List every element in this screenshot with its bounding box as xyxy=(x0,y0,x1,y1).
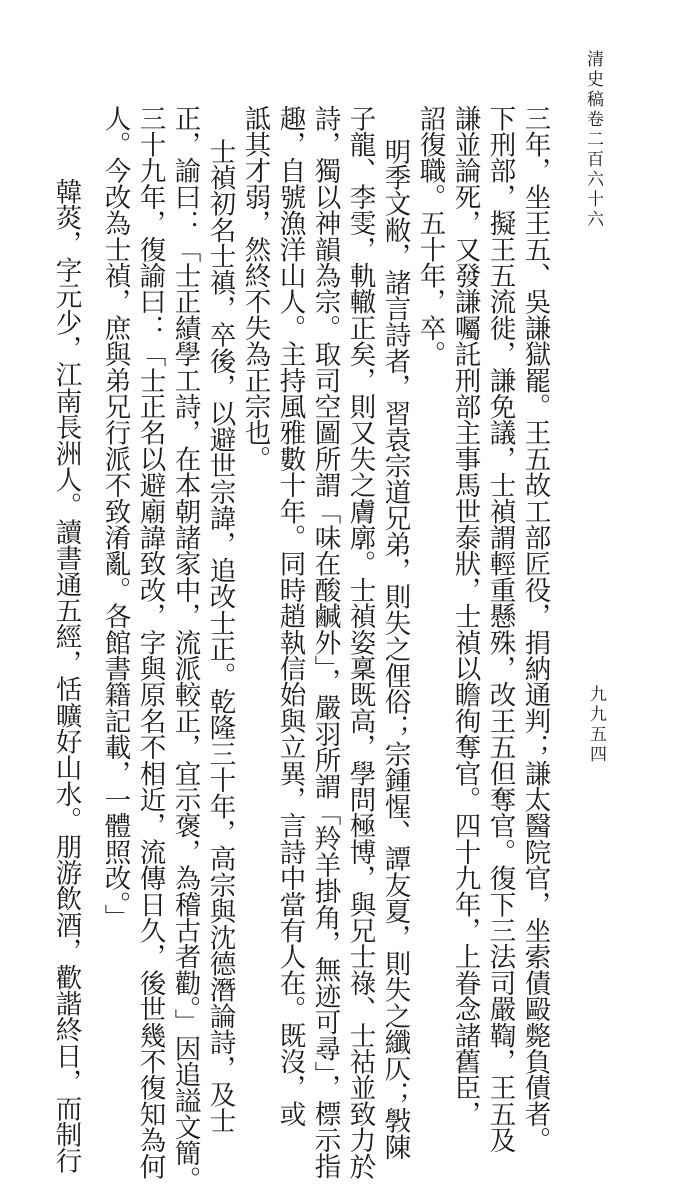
text-column-12: 三十九年，復諭曰：「士正名以避廟諱致改，字與原名不相近，流傳日久，後世幾不復知為何 xyxy=(134,105,166,1180)
text-column-7: 詩，獨以神韻為宗。取司空圖所謂「味在酸鹹外」，嚴羽所謂「羚羊掛角，無迹可尋」，標示指 xyxy=(309,105,341,1179)
book-title: 清史稿卷二百六十六 xyxy=(583,50,603,230)
text-column-11: 正，諭曰：「士正績學工詩，在本朝諸家中，流派較正，宜示褒，為稽古者勸。」因追謚文簡。 xyxy=(169,105,201,1192)
text-column-13: 人。今改為士禎，庶與弟兄行派不致淆亂。各館書籍記載，一體照改。」 xyxy=(99,105,131,931)
text-column-8: 趣，自號漁洋山人。主持風雅數十年。同時趙執信始與立異，言詩中當有人在。既沒，或 xyxy=(274,105,306,1127)
text-column-14: 韓菼，字元少，江南長洲人。讀書通五經，恬曠好山水。朋游飲酒，歡諧終日，而制行 xyxy=(50,178,82,1174)
text-column-9: 詆其才弱，然終不失為正宗也。 xyxy=(239,105,271,472)
text-column-2: 下刑部，擬王五流徙，謙免議，士禎謂輕重懸殊，改王五但奪官。復下三法司嚴鞫，王五及 xyxy=(484,105,516,1154)
page-number: 九九五四 xyxy=(586,685,606,765)
text-column-1: 三年，坐王五、吳謙獄罷。王五故工部匠役，捐納通判；謙太醫院官，坐索債毆斃負債者。 xyxy=(519,105,551,1154)
text-column-10: 士禎初名士禛，卒後，以避世宗諱，追改士正。乾隆三十年，高宗與沈德潛論詩，及士 xyxy=(204,138,236,1134)
text-column-5: 明季文敝，諸言詩者，習袁宗道兄弟，則失之俚俗；宗鍾惺、譚友夏，則失之纖仄；斅陳 xyxy=(379,138,411,1160)
text-column-6: 子龍、李雯，軌轍正矣，則又失之膚廓。士禎姿稟既高，學問極博，與兄士祿、士祜並致力於 xyxy=(344,105,376,1180)
text-column-4: 詔復職。五十年，卒。 xyxy=(414,105,446,368)
text-column-3: 謙並論死，又發謙囑託刑部主事馬世泰狀，士禎以瞻徇奪官。四十九年，上眷念諸舊臣， xyxy=(449,105,481,1127)
